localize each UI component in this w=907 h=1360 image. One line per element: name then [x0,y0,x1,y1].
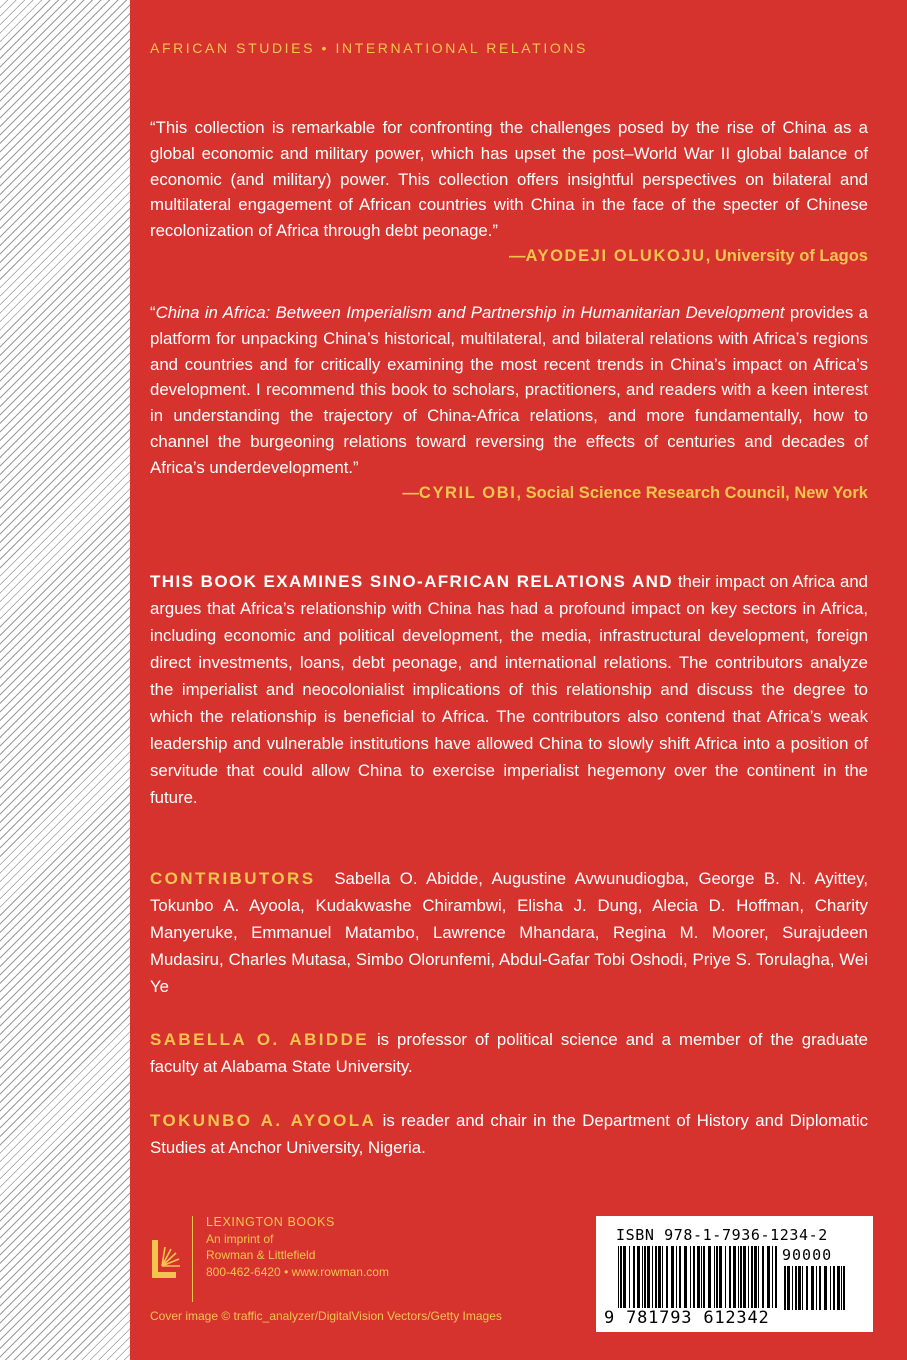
barcode-bar [837,1266,840,1310]
barcode-bar [623,1246,626,1308]
barcode-bar [725,1246,726,1308]
barcode-bar [629,1246,630,1308]
barcode-bar [658,1246,661,1308]
publisher-imprint-line: An imprint of [206,1231,274,1246]
cover-image-credit: Cover image © traffic_analyzer/DigitalVision Vectors/Getty Images [150,1309,502,1323]
barcode-bar [767,1246,770,1308]
isbn-label: ISBN 978-1-7936-1234-2 [616,1226,828,1244]
blurb-text [150,300,868,481]
barcode-bar [762,1246,764,1308]
barcode-bar [833,1266,835,1310]
barcode-bar [662,1246,663,1308]
blurb-olukoju [150,115,868,270]
blurb-body: provides a platform for unpacking China’s historical, multilateral, and bilateral relations with Africa’s regions and countries and for critically examining the most recent trends in China’s impact on Africa’s development. I recommend this book to scholars, practitioners, and readers with a keen interest in understanding the trajectory of China-Africa relations, and more fundamentally, how to channel the burgeoning relations toward reversing the effects of centuries and decades of Africa’s underdevelopment.” [150,303,869,477]
barcode-addon: 90000 [782,1246,833,1264]
striped-spine-border [0,0,130,1360]
attribution-name: CYRIL OBI [418,483,517,502]
attribution-affiliation: , University of Lagos [705,246,868,265]
barcode-bar [708,1246,711,1308]
book-description [150,568,868,811]
barcode-bar [740,1246,742,1308]
barcode-ean: 9 781793 612342 [604,1308,770,1328]
addon-barcode-icon [784,1266,846,1310]
barcode-bar [618,1246,619,1308]
barcode-bar [802,1266,803,1310]
barcode-bar [679,1246,681,1308]
barcode-bar [775,1246,777,1308]
barcode-bar [748,1246,749,1308]
barcode-bar [655,1246,657,1308]
editor-bio-text: is professor of political science and a member of the graduate faculty at Alabama State University. [150,1030,868,1076]
barcode-bar [758,1246,759,1308]
contributors-heading: CONTRIBUTORS [150,869,316,888]
lexington-logo-icon [150,1232,184,1282]
barcode-bar [798,1266,801,1310]
blurb-obi [150,300,868,506]
description-body: their impact on Africa and argues that Africa’s relationship with China has had a profound impact on key sectors in Africa, including economic and political development, the media, infrastructural development, foreign direct investments, loans, debt peonage, and international relations. The contributors analyze the imperialist and neocolonialist implications of this relationship and discuss the degree to which the relationship is beneficial to Africa. The contributors also contend that Africa’s weak leadership and vulnerable institutions have allowed China to slowly shift Africa into a position of servitude that could allow China to exercise imperialist hegemony over the continent in the future. [150,572,868,807]
publisher-divider [192,1216,193,1302]
contributors-section [150,865,868,1000]
barcode-bar [690,1246,691,1308]
barcode-bar [824,1266,827,1310]
barcode-bar [693,1246,695,1308]
publisher-text [206,1214,389,1280]
barcode-bar [701,1246,702,1308]
contributors-names: Sabella O. Abidde, Augustine Avwunudiogba, George B. N. Ayittey, Tokunbo A. Ayoola, Kudakwashe Chirambwi, Elisha J. Dung, Alecia D. Hoffman, Charity Manyeruke, Emmanuel Matambo, Lawrence Mhandara, Regina M. Moorer, Surajudeen Mudasiru, Charles Mutasa, Simbo Olorunfemi, Abdul-Gafar Tobi Oshodi, Priye S. Torulagha, Wei Ye [150,869,868,996]
barcode-bar [772,1246,773,1308]
barcode-bar [652,1246,653,1308]
barcode-bar [714,1246,715,1308]
publisher-block [150,1214,450,1294]
barcode-bar [751,1246,753,1308]
barcode-bar [729,1246,731,1308]
barcode-bar [806,1266,808,1310]
barcode-bar [620,1246,622,1308]
series-label: AFRICAN STUDIES • INTERNATIONAL RELATIONS [150,40,588,56]
barcode-bar [703,1246,705,1308]
barcode-bar [647,1246,650,1308]
barcode-bar [792,1266,793,1310]
editor-name: TOKUNBO A. AYOOLA [150,1111,377,1130]
publisher-name: LEXINGTON BOOKS [206,1215,335,1229]
attribution-dash: — [509,246,526,265]
barcode-bar [637,1246,640,1308]
barcode-bar [666,1246,668,1308]
barcode-bar [754,1246,757,1308]
editor-name: SABELLA O. ABIDDE [150,1030,369,1049]
attribution-dash: — [402,483,419,502]
barcode-bar [811,1266,814,1310]
barcode-icon [618,1246,778,1308]
barcode-bar [676,1246,677,1308]
barcode-bar [819,1266,821,1310]
barcode-bar [716,1246,718,1308]
barcode-bar [684,1246,687,1308]
barcode-bar [795,1266,797,1310]
blurb-text: “This collection is remarkable for confronting the challenges posed by the rise of China as a global economic and military power, which has upset the post–World War II global balance of economic (and military) power. This collection offers insightful perspectives on bilateral and multilateral engagement of African countries with China in the face of the specter of Chinese recolonization of Africa through debt peonage.” [150,118,868,241]
barcode-bar [671,1246,674,1308]
attribution-name: AYODEJI OLUKOJU [525,246,706,265]
barcode-bar [633,1246,635,1308]
barcode-bar [843,1266,845,1310]
barcode-bar [697,1246,700,1308]
blurb-attribution [150,244,868,270]
blurb-attribution [150,481,868,507]
barcode-bar [642,1246,643,1308]
barcode-bar [830,1266,831,1310]
barcode-bar [738,1246,739,1308]
isbn-barcode-box [596,1216,873,1332]
editor-bio-ayoola [150,1107,868,1161]
barcode-bar [787,1266,790,1310]
attribution-affiliation: , Social Science Research Council, New York [516,483,868,502]
publisher-parent: Rowman & Littlefield [206,1248,316,1262]
editor-bio-text: is reader and chair in the Department of History and Diplomatic Studies at Anchor University, Nigeria. [150,1111,869,1157]
editor-bio-abidde [150,1026,868,1080]
barcode-bar [719,1246,722,1308]
book-title-italic: China in Africa: Between Imperialism and Partnership in Humanitarian Development [155,303,785,322]
description-lead: THIS BOOK EXAMINES SINO-AFRICAN RELATIONS AND [150,572,673,591]
barcode-bar [743,1246,746,1308]
barcode-bar [784,1266,786,1310]
barcode-bar [644,1246,646,1308]
publisher-contact: 800-462-6420 • www.rowman.com [206,1264,389,1279]
barcode-bar [841,1266,842,1310]
barcode-bar [733,1246,736,1308]
open-quote: “ [150,303,156,322]
barcode-bar [816,1266,817,1310]
